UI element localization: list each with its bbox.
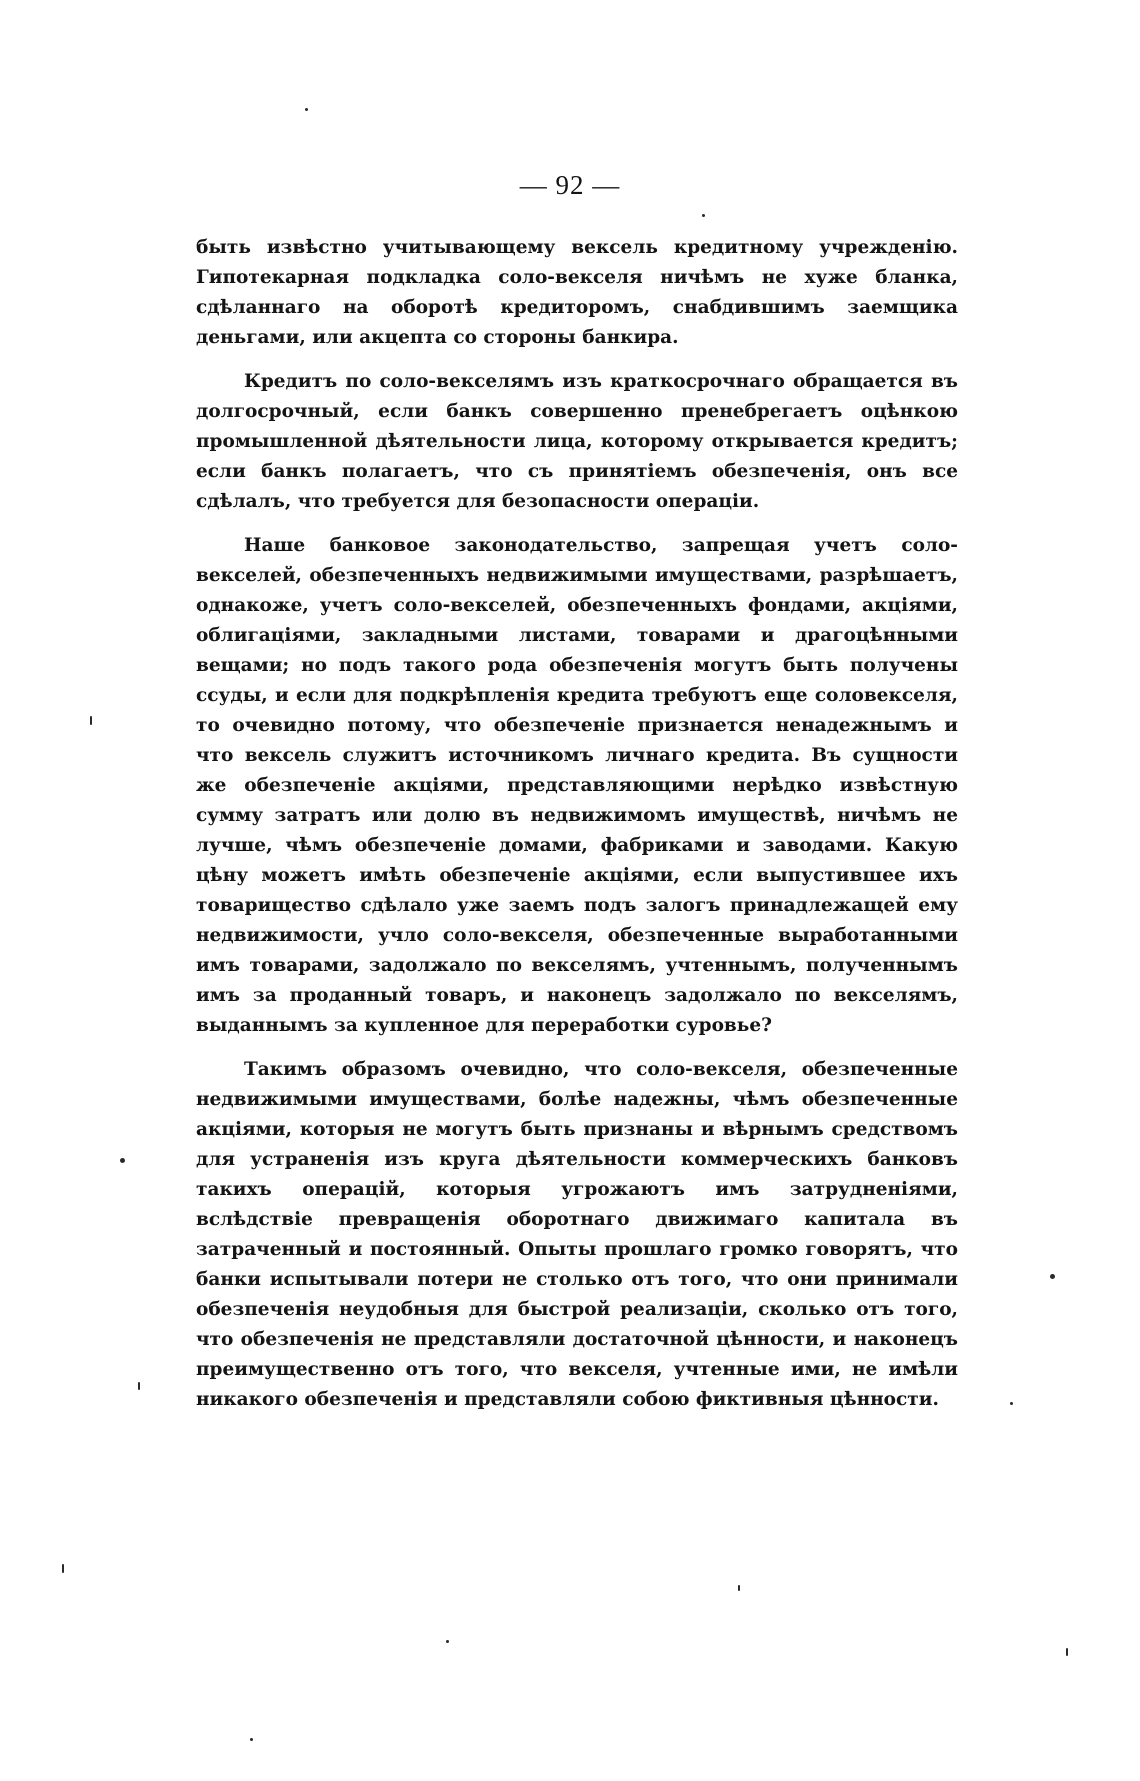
scan-speck xyxy=(446,1640,449,1643)
paragraph: Кредитъ по соло-векселямъ изъ краткосрочнаго обращается въ долгосрочный, если банкъ совершенно пренебрегаетъ оцѣнкою промышленной дѣятельности лица, которому открывается кредитъ; если банкъ полагаетъ, что съ принятіемъ обезпеченія, онъ все сдѣлалъ, что требуется для безопасности операціи. xyxy=(196,371,958,512)
scan-speck xyxy=(738,1585,740,1591)
scan-speck xyxy=(120,1158,125,1163)
scan-speck xyxy=(90,716,92,725)
paragraph-continuation: быть извѣстно учитывающему вексель кредитному учрежденію. Гипотекарная подкладка соло-векселя ничѣмъ не хуже бланка, сдѣланнаго на оборотѣ кредиторомъ, снабдившимъ заемщика деньгами, или акцепта со стороны банкира. xyxy=(196,237,958,348)
scan-speck xyxy=(138,1382,140,1390)
scan-speck xyxy=(250,1738,253,1741)
scan-speck xyxy=(1010,1402,1013,1405)
page-number: — 92 — xyxy=(519,170,621,200)
paragraph: Такимъ образомъ очевидно, что соло-векселя, обезпеченные недвижимыми имуществами, болѣе надежны, чѣмъ обезпеченные акціями, которыя не могутъ быть признаны и вѣрнымъ средствомъ для устраненія изъ круга дѣятельности коммерческихъ банковъ такихъ операцій, которыя угрожаютъ имъ затрудненіями, вслѣдствіе превращенія оборотнаго движимаго капитала въ затраченный и постоянный. Опыты прошлаго громко говорятъ, что банки испытывали потери не столько отъ того, что они принимали обезпеченія неудобныя для быстрой реализаціи, сколько отъ того, что обезпеченія не представляли достаточной цѣнности, и наконецъ преимущественно отъ того, что векселя, учтенные ими, не имѣли никакого обезпеченія и представляли собою фиктивныя цѣнности. xyxy=(196,1059,958,1410)
scan-speck xyxy=(1066,1648,1068,1656)
text-body xyxy=(196,233,958,1415)
scan-speck xyxy=(1050,1274,1055,1279)
paragraph: Наше банковое законодательство, запрещая учетъ соло-векселей, обезпеченныхъ недвижимыми имуществами, разрѣшаетъ, однакоже, учетъ соло-векселей, обезпеченныхъ фондами, акціями, облигаціями, закладными листами, товарами и драгоцѣнными вещами; но подъ такого рода обезпеченія могутъ быть получены ссуды, и если для подкрѣпленія кредита требуютъ еще соловекселя, то очевидно потому, что обезпеченіе признается ненадежнымъ и что вексель служитъ источникомъ личнаго кредита. Въ сущности же обезпеченіе акціями, представляющими нерѣдко извѣстную сумму затратъ или долю въ недвижимомъ имуществѣ, ничѣмъ не лучше, чѣмъ обезпеченіе домами, фабриками и заводами. Какую цѣну можетъ имѣть обезпеченіе акціями, если выпустившее ихъ товарищество сдѣлало уже заемъ подъ залогъ принадлежащей ему недвижимости, учло соло-векселя, обезпеченные выработанными имъ товарами, задолжало по векселямъ, учтеннымъ, полученнымъ имъ за проданный товаръ, и наконецъ задолжало по векселямъ, выданнымъ за купленное для переработки суровье? xyxy=(196,535,958,1036)
scan-speck xyxy=(305,108,308,111)
scan-speck xyxy=(702,214,705,217)
scan-speck xyxy=(62,1564,64,1573)
